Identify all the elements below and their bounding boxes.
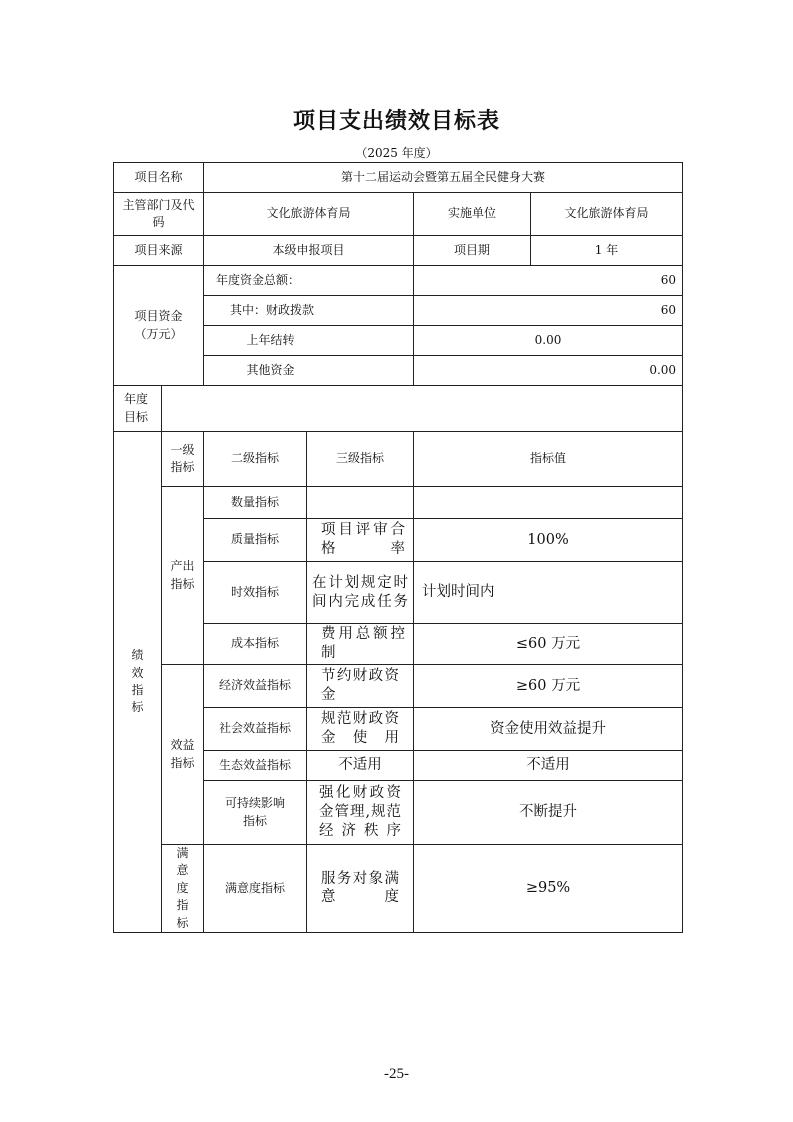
funds-label: 项目资金（万元） xyxy=(114,266,204,386)
impl-label: 实施单位 xyxy=(414,193,531,236)
output-indicator-label: 产出指标 xyxy=(162,487,204,665)
value-cell: 不断提升 xyxy=(414,781,683,845)
page-number: -25- xyxy=(384,1066,409,1082)
level3-cell: 规范财政资金使用 xyxy=(307,708,414,751)
dept-row xyxy=(114,193,683,236)
table-row xyxy=(114,487,683,519)
funds-fiscal-label: 其中：财政拨款 xyxy=(204,296,414,326)
perf-header-level1: 一级指标 xyxy=(162,432,204,487)
level2-cell: 社会效益指标 xyxy=(204,708,307,751)
value-cell: 不适用 xyxy=(414,751,683,781)
level2-cell: 可持续影响指标 xyxy=(204,781,307,845)
annual-goal-value xyxy=(162,386,683,432)
perf-label: 绩效指标 xyxy=(114,432,162,933)
level2-cell: 时效指标 xyxy=(204,562,307,624)
level3-cell: 强化财政资金管理,规范经济秩序 xyxy=(307,781,414,845)
year-subtitle: （2025 年度） xyxy=(355,146,438,160)
value-cell: 资金使用效益提升 xyxy=(414,708,683,751)
funds-other-value: 0.00 xyxy=(414,356,683,386)
perf-header-row xyxy=(114,432,683,487)
period-label: 项目期 xyxy=(414,236,531,266)
funds-fiscal-value: 60 xyxy=(414,296,683,326)
level2-cell: 满意度指标 xyxy=(204,845,307,933)
level2-cell: 数量指标 xyxy=(204,487,307,519)
source-row xyxy=(114,236,683,266)
level3-cell: 项目评审合格率 xyxy=(307,519,414,562)
level2-cell: 成本指标 xyxy=(204,624,307,665)
value-cell: ≥95% xyxy=(414,845,683,933)
level3-cell: 费用总额控制 xyxy=(307,624,414,665)
dept-value: 文化旅游体育局 xyxy=(204,193,414,236)
value-cell: ≥60 万元 xyxy=(414,665,683,708)
impl-value: 文化旅游体育局 xyxy=(531,193,683,236)
level3-cell: 不适用 xyxy=(307,751,414,781)
source-value: 本级申报项目 xyxy=(204,236,414,266)
project-name-row xyxy=(114,163,683,193)
project-name-value: 第十二届运动会暨第五届全民健身大赛 xyxy=(204,163,683,193)
annual-goal-label: 年度目标 xyxy=(114,386,162,432)
satisfaction-indicator-label: 满意度指标 xyxy=(162,845,204,933)
funds-total-label: 年度资金总额： xyxy=(204,266,414,296)
funds-carry-value: 0.00 xyxy=(414,326,683,356)
perf-header-value: 指标值 xyxy=(414,432,683,487)
level2-cell: 经济效益指标 xyxy=(204,665,307,708)
period-value: 1 年 xyxy=(531,236,683,266)
source-label: 项目来源 xyxy=(114,236,204,266)
project-name-label: 项目名称 xyxy=(114,163,204,193)
level2-cell: 生态效益指标 xyxy=(204,751,307,781)
value-cell: ≤60 万元 xyxy=(414,624,683,665)
perf-header-level2: 二级指标 xyxy=(204,432,307,487)
level3-cell: 节约财政资金 xyxy=(307,665,414,708)
funds-other-label: 其他资金 xyxy=(204,356,414,386)
funds-total-value: 60 xyxy=(414,266,683,296)
benefit-indicator-label: 效益指标 xyxy=(162,665,204,845)
funds-total-row xyxy=(114,266,683,296)
funds-carry-label: 上年结转 xyxy=(204,326,414,356)
level3-cell: 在计划规定时间内完成任务 xyxy=(307,562,414,624)
performance-target-table xyxy=(113,162,683,933)
level3-cell xyxy=(307,487,414,519)
value-cell: 计划时间内 xyxy=(414,562,683,624)
table-row xyxy=(114,665,683,708)
value-cell: 100% xyxy=(414,519,683,562)
dept-label: 主管部门及代码 xyxy=(114,193,204,236)
level3-cell: 服务对象满意度 xyxy=(307,845,414,933)
value-cell xyxy=(414,487,683,519)
annual-goal-row xyxy=(114,386,683,432)
table-row xyxy=(114,845,683,933)
page-title: 项目支出绩效目标表 xyxy=(292,109,500,134)
level2-cell: 质量指标 xyxy=(204,519,307,562)
perf-header-level3: 三级指标 xyxy=(307,432,414,487)
